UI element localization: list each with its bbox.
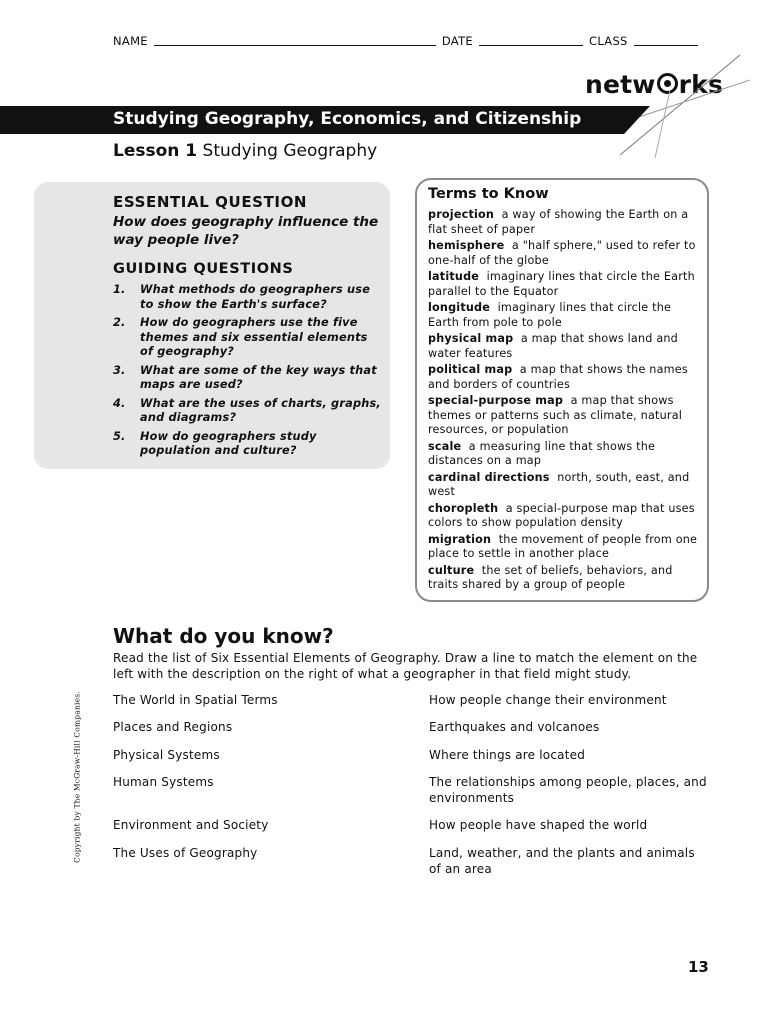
description-item[interactable]: How people have shaped the world	[429, 818, 648, 832]
element-item[interactable]: Places and Regions	[113, 720, 233, 734]
element-item[interactable]: Human Systems	[113, 775, 214, 789]
copyright-notice: Copyright by The McGraw-Hill Companies.	[72, 691, 82, 863]
name-field[interactable]	[154, 35, 436, 46]
terms-heading: Terms to Know	[428, 186, 549, 202]
element-item[interactable]: The World in Spatial Terms	[113, 693, 278, 707]
networks-logo: netw rks	[585, 70, 724, 99]
lesson-title	[113, 141, 377, 161]
guiding-question: 1. What methods do geographers use to show the Earth's surface?	[113, 283, 371, 311]
term-item: physical map a map that shows land and water features	[428, 332, 678, 360]
description-item[interactable]: How people change their environment	[429, 693, 667, 707]
page-number: 13	[688, 958, 709, 976]
guiding-questions-heading: GUIDING QUESTIONS	[113, 261, 294, 277]
essential-question-text: How does geography influence the way people live?	[113, 214, 379, 248]
instructions-text: Read the list of Six Essential Elements of Geography. Draw a line to match the element on the left with the description on the right of what a geographer in that field might study.	[113, 651, 698, 681]
term-item: special-purpose map a map that shows themes or patterns such as climate, natural resources, or population	[428, 394, 683, 436]
what-do-you-know-heading: What do you know?	[113, 624, 334, 648]
term-item: political map a map that shows the names and borders of countries	[428, 363, 688, 391]
term-item: latitude imaginary lines that circle the Earth parallel to the Equator	[428, 270, 695, 298]
header-fields	[113, 34, 704, 48]
date-field[interactable]	[479, 35, 583, 46]
lesson-number: Lesson 1	[113, 141, 198, 161]
name-label: NAME	[113, 34, 148, 48]
description-item[interactable]: Land, weather, and the plants and animals of an area	[429, 846, 695, 876]
element-item[interactable]: Environment and Society	[113, 818, 269, 832]
term-item: culture the set of beliefs, behaviors, and traits shared by a group of people	[428, 563, 673, 591]
essential-question-heading: ESSENTIAL QUESTION	[113, 193, 308, 211]
element-item[interactable]: Physical Systems	[113, 748, 220, 762]
term-item: projection a way of showing the Earth on a flat sheet of paper	[428, 208, 689, 236]
class-field[interactable]	[634, 35, 698, 46]
term-item: longitude imaginary lines that circle the Earth from pole to pole	[428, 301, 672, 329]
chapter-title: Studying Geography, Economics, and Citizenship	[113, 109, 582, 129]
guiding-question: 2. How do geographers use the five themes and six essential elements of geography?	[113, 316, 368, 358]
guiding-questions-list	[113, 283, 383, 463]
term-item: cardinal directions north, south, east, and west	[428, 470, 690, 498]
terms-list	[428, 208, 704, 595]
term-item: choropleth a special-purpose map that uses colors to show population density	[428, 501, 695, 529]
guiding-question: 4. What are the uses of charts, graphs, and diagrams?	[113, 396, 381, 424]
term-item: scale a measuring line that shows the distances on a map	[428, 439, 656, 467]
description-item[interactable]: Earthquakes and volcanoes	[429, 720, 600, 734]
lesson-name: Studying Geography	[202, 141, 378, 161]
guiding-question: 5. How do geographers study population and culture?	[113, 429, 317, 457]
guiding-question: 3. What are some of the key ways that maps are used?	[113, 363, 377, 391]
element-item[interactable]: The Uses of Geography	[113, 846, 258, 860]
date-label: DATE	[441, 34, 473, 48]
class-label: CLASS	[588, 34, 628, 48]
description-item[interactable]: The relationships among people, places, and environments	[429, 775, 707, 805]
description-item[interactable]: Where things are located	[429, 748, 586, 762]
logo-swoosh-lines-icon	[600, 50, 750, 160]
term-item: hemisphere a "half sphere," used to refer to one-half of the globe	[428, 239, 696, 267]
term-item: migration the movement of people from one place to settle in another place	[428, 532, 698, 560]
